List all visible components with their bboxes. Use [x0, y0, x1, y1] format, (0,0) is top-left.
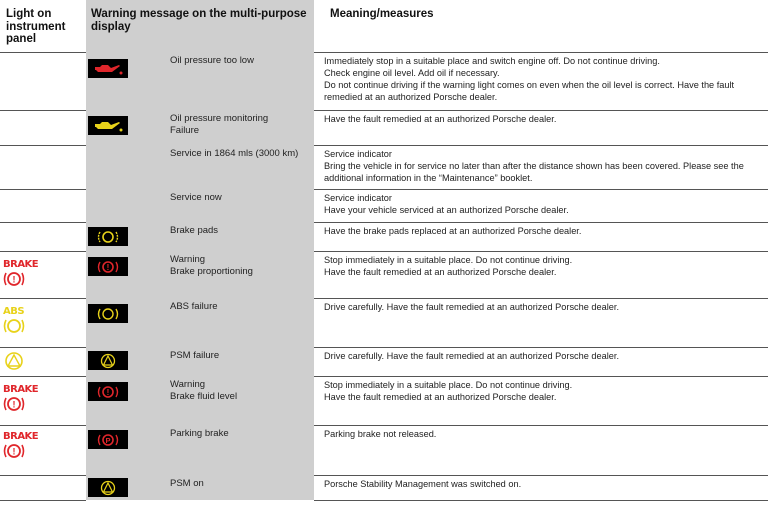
- header-warning-column: Warning message on the multi-purpose display: [91, 8, 307, 33]
- message-text: Brake pads: [170, 225, 219, 236]
- oil-can-red-icon: [88, 59, 128, 78]
- svg-text:!: !: [106, 387, 110, 397]
- abs-yellow-icon: [88, 304, 128, 323]
- svg-text:P: P: [105, 435, 111, 445]
- table-row: [0, 52, 768, 108]
- brake-warning-red-icon: [88, 257, 128, 276]
- message-text: PSM on: [170, 478, 204, 489]
- meaning-text: Stop immediately in a suitable place. Do not continue driving. Have the fault remedied at an authorized Porsche dealer.: [324, 255, 573, 277]
- message-text: Service in 1864 mls (3000 km): [170, 148, 299, 159]
- message-text: PSM failure: [170, 350, 220, 361]
- brake-circle-red-icon: BRAKE !: [3, 431, 39, 457]
- meaning-text: Have the fault remedied at an authorized Porsche dealer.: [324, 114, 557, 124]
- svg-text:!: !: [12, 274, 16, 285]
- meaning-text: Service indicator Bring the vehicle in for service no later than after the distance shown has been covered. Please see the additional information in the “Maintenance” booklet.: [324, 149, 744, 183]
- message-text: Service now: [170, 192, 222, 203]
- table-row: [0, 425, 768, 473]
- message-text: Warning Brake proportioning: [170, 254, 253, 277]
- parking-brake-red-icon: [88, 430, 128, 449]
- header-meaning-column: Meaning/measures: [330, 8, 434, 20]
- header-light-column: Light on instrument panel: [6, 8, 66, 45]
- meaning-text: Stop immediately in a suitable place. Do not continue driving. Have the fault remedied at an authorized Porsche dealer.: [324, 380, 573, 402]
- table-header: [0, 0, 768, 52]
- table-row: [0, 189, 768, 219]
- oil-can-yellow-icon: [88, 116, 128, 135]
- psm-triangle-yellow-icon: [3, 351, 25, 376]
- meaning-text: Service indicator Have your vehicle serviced at an authorized Porsche dealer.: [324, 193, 569, 215]
- meaning-text: Have the brake pads replaced at an authorized Porsche dealer.: [324, 226, 582, 236]
- psm-yellow-icon: [88, 478, 128, 497]
- table-row: [0, 475, 768, 500]
- svg-text:!: !: [12, 446, 16, 457]
- brake-pads-yellow-icon: [88, 227, 128, 246]
- svg-text:!: !: [106, 262, 110, 272]
- brake-warning-red-icon: [88, 382, 128, 401]
- meaning-text: Parking brake not released.: [324, 429, 437, 439]
- table-row: [0, 298, 768, 345]
- message-text: Oil pressure monitoring Failure: [170, 113, 269, 136]
- message-text: Warning Brake fluid level: [170, 379, 238, 402]
- brake-circle-red-icon: BRAKE !: [3, 259, 39, 285]
- message-text: Parking brake: [170, 428, 229, 439]
- meaning-text: Porsche Stability Management was switched on.: [324, 479, 522, 489]
- brake-circle-red-icon: BRAKE !: [3, 384, 39, 410]
- psm-yellow-icon: [88, 351, 128, 370]
- message-text: Oil pressure too low: [170, 55, 254, 66]
- table-row: [0, 145, 768, 185]
- table-row: [0, 251, 768, 296]
- meaning-text: Immediately stop in a suitable place and switch engine off. Do not continue driving. Check engine oil level. Add oil if necessary. Do not continue driving if the warning light comes on even when the oil level is correct. Have the fault remedied at an authorized Porsche dealer.: [324, 56, 735, 102]
- table-row: [0, 376, 768, 423]
- svg-text:!: !: [12, 399, 16, 410]
- meaning-text: Drive carefully. Have the fault remedied at an authorized Porsche dealer.: [324, 351, 620, 361]
- meaning-text: Drive carefully. Have the fault remedied at an authorized Porsche dealer.: [324, 302, 620, 312]
- message-text: ABS failure: [170, 301, 218, 312]
- table-row: [0, 222, 768, 249]
- abs-circle-yellow-icon: ABS: [3, 306, 25, 340]
- table-row: [0, 110, 768, 143]
- table-row: [0, 347, 768, 375]
